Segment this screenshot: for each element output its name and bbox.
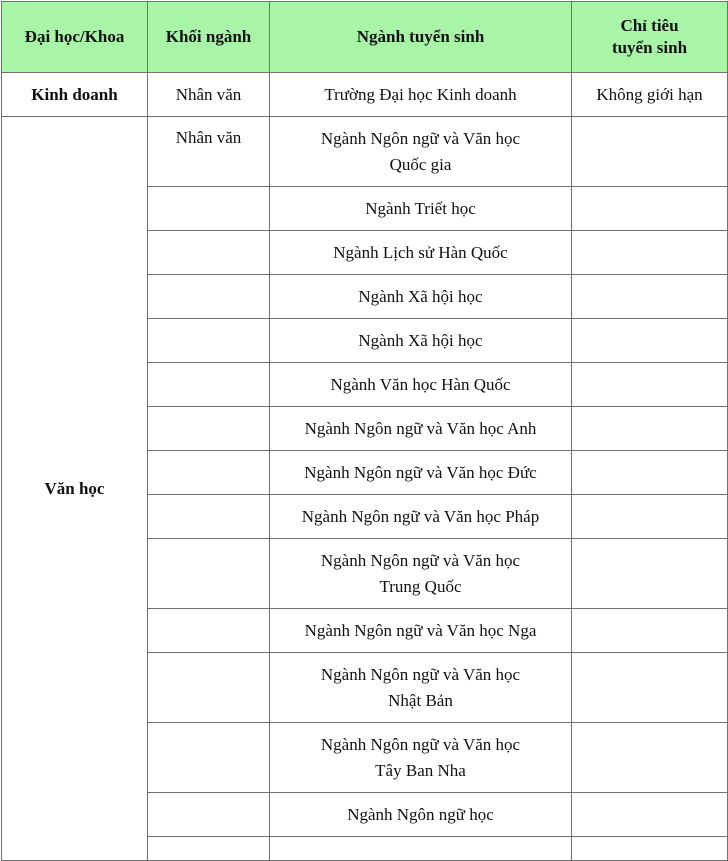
major-cell — [270, 117, 572, 187]
group-cell — [148, 275, 270, 319]
group-cell — [148, 495, 270, 539]
group-cell — [148, 363, 270, 407]
major-line1: Ngành Ngôn ngữ và Văn học — [320, 734, 521, 754]
quota-cell — [572, 609, 728, 653]
table-row — [2, 73, 728, 117]
major-line1: Ngành Ngôn ngữ và Văn học — [320, 128, 521, 148]
group-cell: Nhân văn — [148, 73, 270, 117]
university-cell-literature: Văn học — [2, 117, 148, 861]
quota-cell — [572, 275, 728, 319]
major-cell — [270, 539, 572, 609]
group-cell: Nhân văn — [148, 117, 270, 187]
major-cell: Ngành Triết học — [270, 187, 572, 231]
major-line2: Trung Quốc — [379, 576, 462, 596]
quota-cell — [572, 231, 728, 275]
admission-table — [1, 1, 728, 861]
major-cell — [270, 653, 572, 723]
group-cell — [148, 187, 270, 231]
major-cell: Ngành Ngôn ngữ và Văn học Đức — [270, 451, 572, 495]
major-cell: Ngành Lịch sử Hàn Quốc — [270, 231, 572, 275]
group-cell — [148, 723, 270, 793]
major-line1: Ngành Ngôn ngữ và Văn học — [320, 664, 521, 684]
group-cell — [148, 231, 270, 275]
header-quota-line1: Chỉ tiêu — [620, 16, 679, 35]
major-cell: Ngành Xã hội học — [270, 319, 572, 363]
group-cell — [148, 407, 270, 451]
quota-cell — [572, 723, 728, 793]
university-cell: Kinh doanh — [2, 73, 148, 117]
major-cell — [270, 723, 572, 793]
header-row — [2, 2, 728, 73]
group-cell — [148, 539, 270, 609]
group-cell — [148, 793, 270, 837]
header-quota-line2: tuyển sinh — [611, 38, 688, 57]
quota-cell — [572, 793, 728, 837]
major-cell: Ngành Ngôn ngữ và Văn học Pháp — [270, 495, 572, 539]
major-cell: Ngành Ngôn ngữ và Văn học Nga — [270, 609, 572, 653]
major-cell — [270, 837, 572, 861]
group-cell — [148, 837, 270, 861]
major-line1: Ngành Ngôn ngữ và Văn học — [320, 550, 521, 570]
quota-cell — [572, 451, 728, 495]
header-group: Khối ngành — [148, 2, 270, 73]
quota-cell — [572, 407, 728, 451]
group-cell — [148, 653, 270, 723]
group-cell — [148, 609, 270, 653]
quota-cell — [572, 837, 728, 861]
major-cell: Ngành Ngôn ngữ học — [270, 793, 572, 837]
header-quota — [572, 2, 728, 73]
table-row — [2, 117, 728, 187]
quota-cell — [572, 539, 728, 609]
major-line2: Nhật Bản — [388, 690, 453, 710]
group-cell — [148, 319, 270, 363]
header-major: Ngành tuyển sinh — [270, 2, 572, 73]
header-university: Đại học/Khoa — [2, 2, 148, 73]
quota-cell — [572, 319, 728, 363]
quota-cell — [572, 187, 728, 231]
major-line2: Quốc gia — [389, 154, 452, 174]
major-line2: Tây Ban Nha — [375, 760, 466, 780]
quota-cell — [572, 495, 728, 539]
major-cell: Trường Đại học Kinh doanh — [270, 73, 572, 117]
group-cell — [148, 451, 270, 495]
quota-cell — [572, 653, 728, 723]
quota-cell — [572, 363, 728, 407]
major-cell: Ngành Xã hội học — [270, 275, 572, 319]
quota-cell: Không giới hạn — [572, 73, 728, 117]
major-cell: Ngành Ngôn ngữ và Văn học Anh — [270, 407, 572, 451]
major-cell: Ngành Văn học Hàn Quốc — [270, 363, 572, 407]
quota-cell — [572, 117, 728, 187]
